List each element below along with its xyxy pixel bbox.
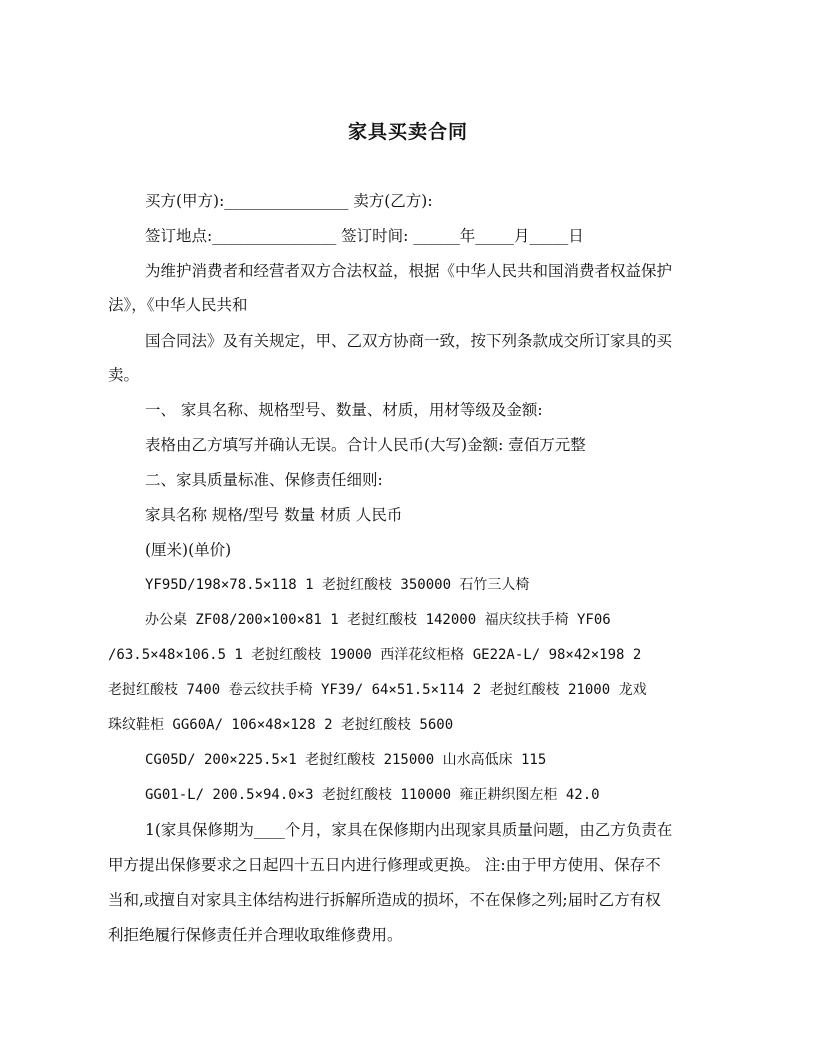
preamble-line-4: 卖。 [108,366,140,384]
section-one-heading: 一、 家具名称、规格型号、数量、材质，用材等级及金额: [145,401,543,419]
item-line-2: 办公桌 ZF08/200×100×81 1 老挝红酸枝 142000 福庆纹扶手椅 YF06 [145,612,611,628]
warranty-line-4: 利拒绝履行保修责任并合理收取维修费用。 [108,926,403,944]
preamble-line-2: 法》，《中华人民共和 [108,296,248,314]
item-line-4: 老挝红酸枝 7400 卷云纹扶手椅 YF39/ 64×51.5×114 2 老挝红酸枝 21000 龙戏 [108,682,647,698]
total-amount-line: 表格由乙方填写并确认无误。合计人民币(大写)金额: 壹佰万元整 [145,436,586,454]
item-line-7: GG01-L/ 200.5×94.0×3 老挝红酸枝 110000 雍正耕织图左柜 42.0 [145,787,600,803]
signing-place-time-line: 签订地点:________________ 签订时间: ______年_____月_____日 [145,227,584,245]
preamble-line-1: 为维护消费者和经营者双方合法权益，根据《中华人民共和国消费者权益保护 [145,262,673,280]
table-header-line: 家具名称 规格/型号 数量 材质 人民币 [145,506,403,524]
warranty-line-1: 1(家具保修期为____个月，家具在保修期内出现家具质量问题，由乙方负责在 [145,821,673,839]
item-line-6: CG05D/ 200×225.5×1 老挝红酸枝 215000 山水高低床 115 [145,752,547,768]
warranty-line-3: 当和,或擅自对家具主体结构进行拆解所造成的损坏，不在保修之列;届时乙方有权 [108,891,661,909]
section-two-heading: 二、家具质量标准、保修责任细则: [145,471,383,489]
warranty-line-2: 甲方提出保修要求之日起四十五日内进行修理或更换。 注:由于甲方使用、保存不 [108,856,661,874]
table-unit-line: (厘米)(单价) [145,541,232,559]
buyer-seller-line: 买方(甲方):________________ 卖方(乙方): [145,192,433,210]
document-title: 家具买卖合同 [347,121,468,143]
preamble-line-3: 国合同法》及有关规定，甲、乙双方协商一致，按下列条款成交所订家具的买 [145,332,673,350]
item-line-5: 珠纹鞋柜 GG60A/ 106×48×128 2 老挝红酸枝 5600 [108,717,454,733]
item-line-3: /63.5×48×106.5 1 老挝红酸枝 19000 西洋花纹柜格 GE22A-L/ 98×42×198 2 [108,647,642,663]
item-line-1: YF95D/198×78.5×118 1 老挝红酸枝 350000 石竹三人椅 [145,577,530,593]
